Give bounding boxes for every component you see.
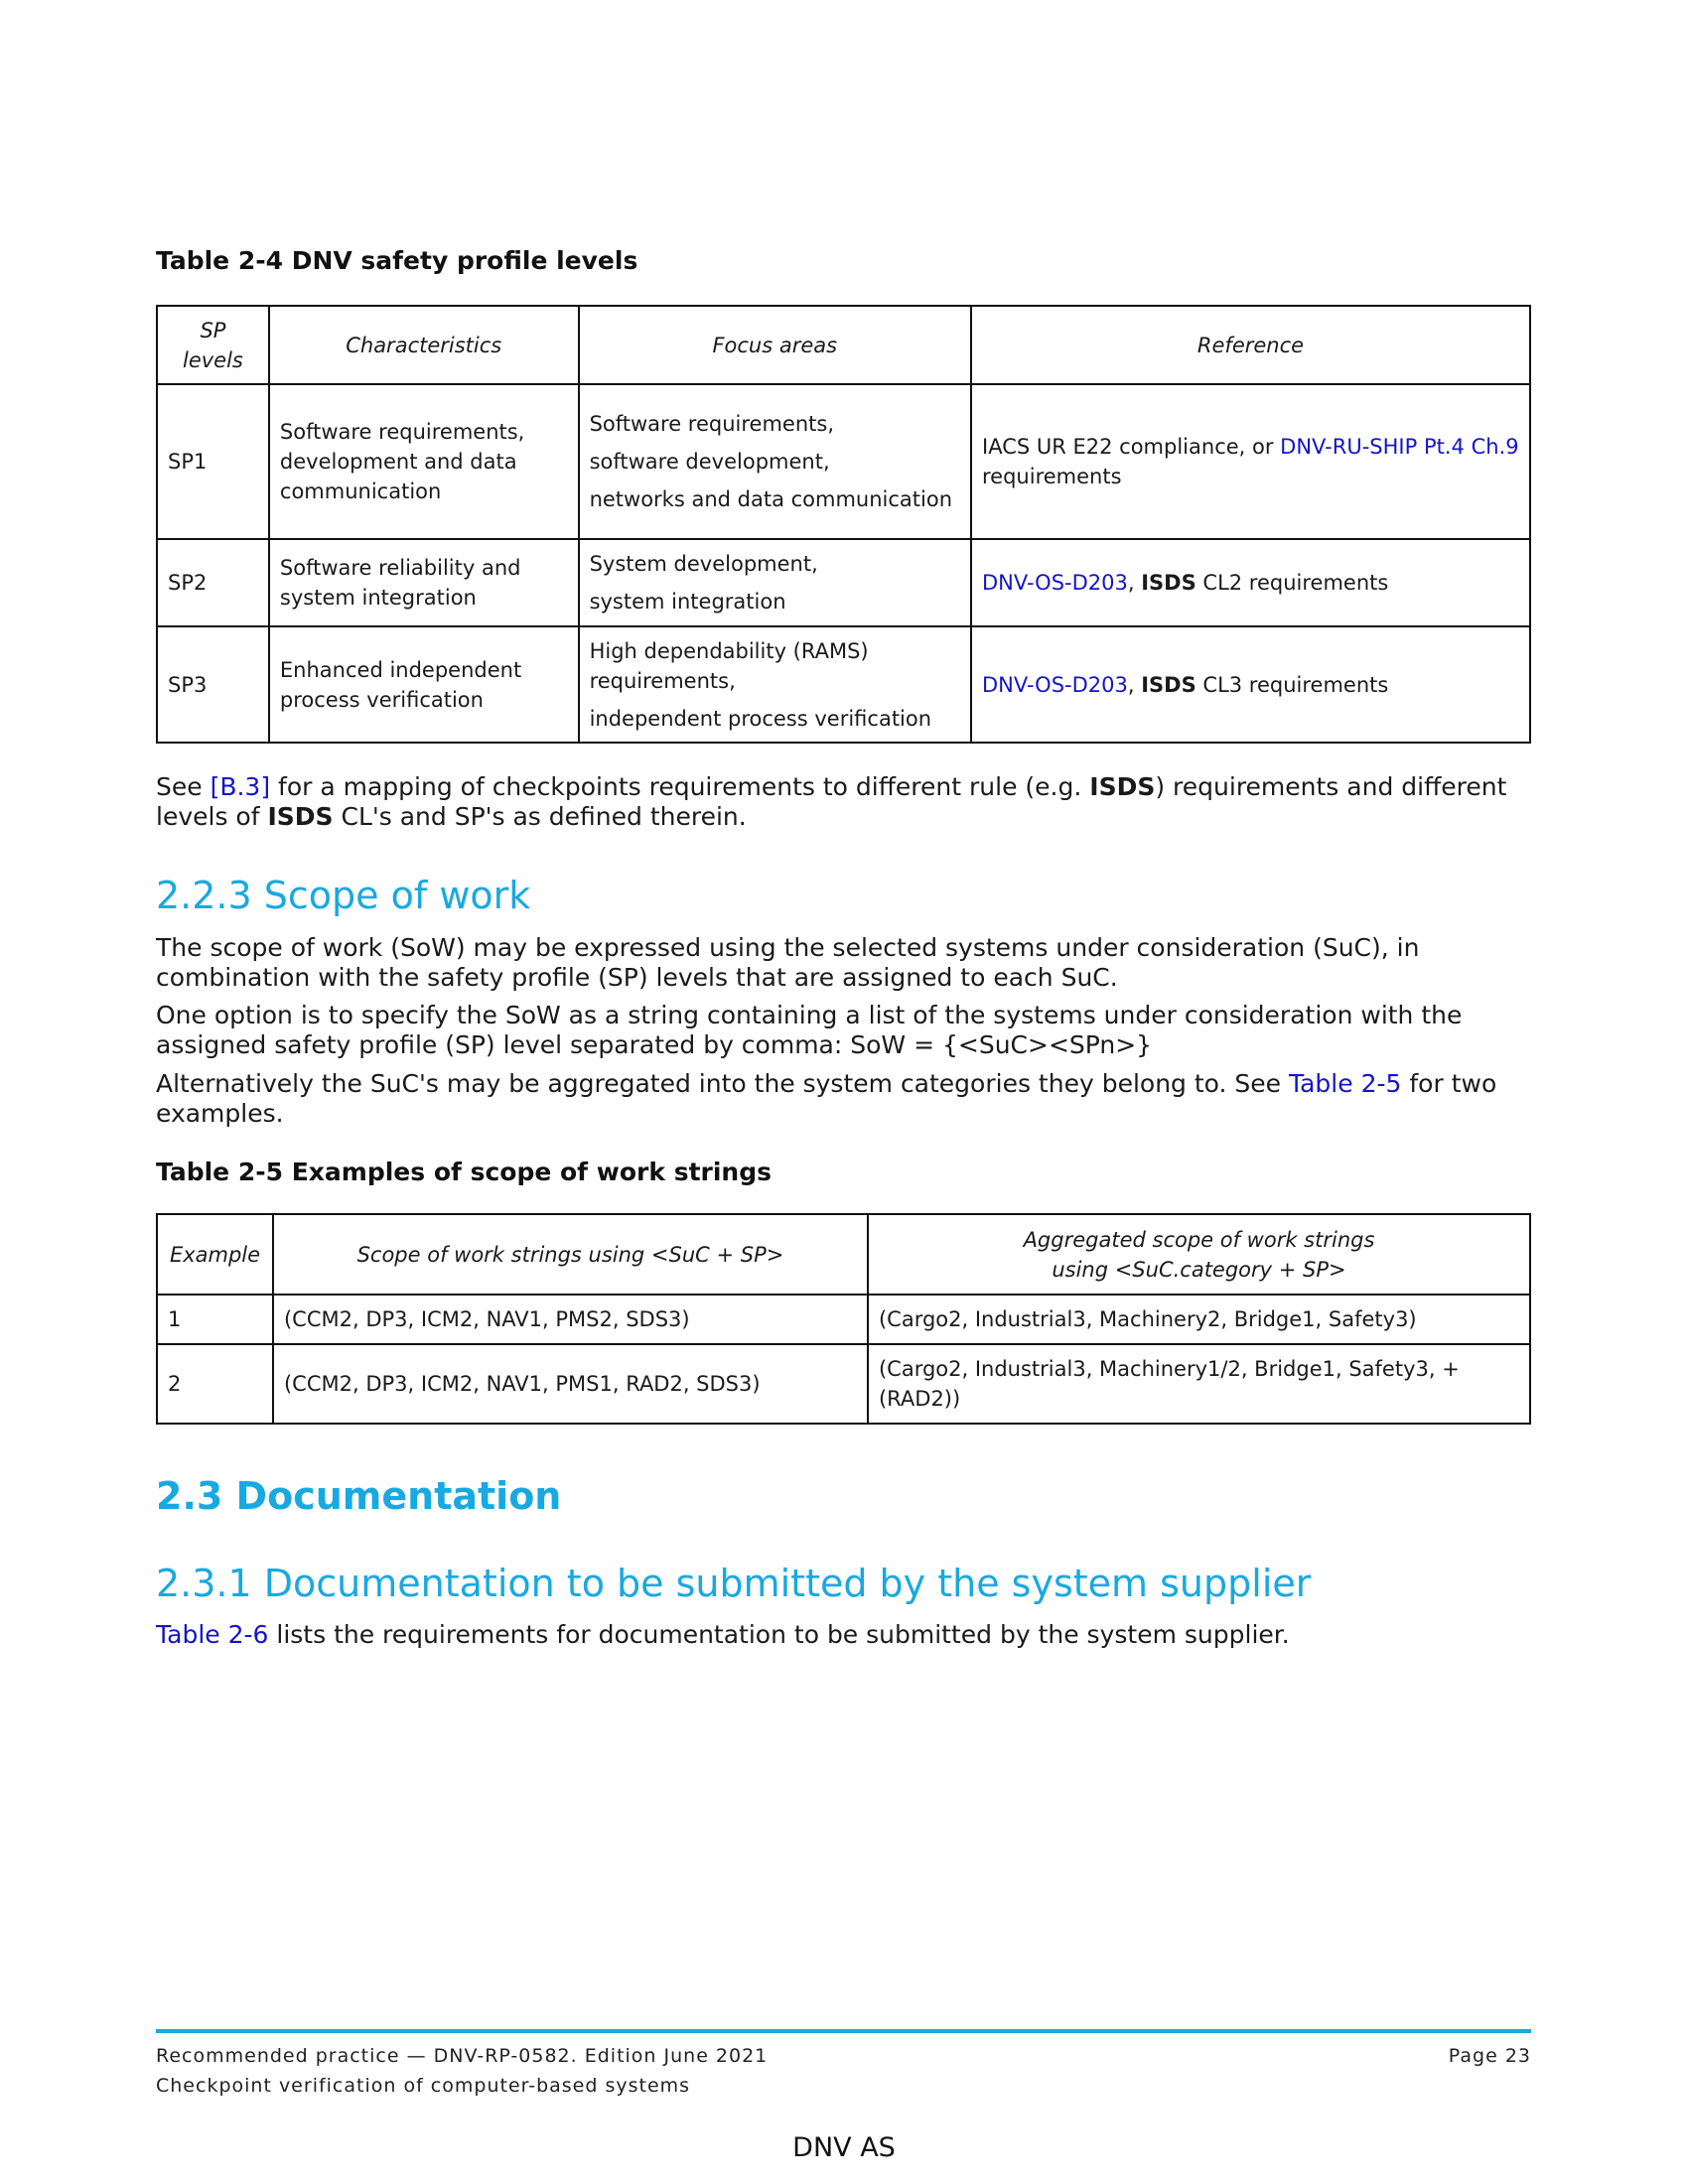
reference-text: requirements — [982, 465, 1122, 488]
header-sp-levels: SP levels — [157, 306, 269, 384]
focus-item: System development, — [589, 552, 818, 576]
reference-cell — [971, 626, 1530, 743]
section-2-3-heading: 2.3 Documentation — [156, 1474, 562, 1518]
focus-item: software development, — [589, 450, 830, 474]
footer-brand: DNV AS — [792, 2132, 896, 2163]
table-header-row — [157, 306, 1530, 384]
footer-divider — [156, 2029, 1531, 2033]
text: See — [156, 772, 211, 801]
table-2-4-caption: Table 2-4 DNV safety profile levels — [156, 246, 638, 275]
section-2-2-3-heading: 2.2.3 Scope of work — [156, 874, 531, 917]
focus-item: Software requirements, — [589, 412, 835, 436]
characteristics-cell: Software reliability and system integration — [269, 539, 579, 626]
characteristics-cell: Enhanced independent process verification — [269, 626, 579, 743]
text: CL's and SP's as defined therein. — [333, 802, 747, 831]
reference-text: , — [1127, 571, 1142, 595]
reference-text: , — [1127, 672, 1142, 697]
footer-page-number: Page 23 — [1448, 2045, 1531, 2067]
focus-areas-cell — [579, 539, 971, 626]
header-line: using <SuC.category + SP> — [1052, 1257, 1346, 1282]
example-cell: 1 — [157, 1295, 273, 1344]
table-row — [157, 1344, 1530, 1424]
reference-cell — [971, 384, 1530, 539]
header-line: Aggregated scope of work strings — [1023, 1227, 1375, 1252]
reference-bold: ISDS — [1141, 571, 1196, 595]
reference-link[interactable]: DNV-OS-D203 — [982, 672, 1128, 697]
table-row — [157, 1295, 1530, 1344]
section-2-3-1-heading: 2.3.1 Documentation to be submitted by the system supplier — [156, 1562, 1312, 1605]
header-reference: Reference — [971, 306, 1530, 384]
table-row — [157, 539, 1530, 626]
focus-item: networks and data communication — [589, 487, 953, 511]
example-cell: 2 — [157, 1344, 273, 1424]
sp-levels-table — [156, 305, 1531, 744]
header-focus-areas: Focus areas — [579, 306, 971, 384]
sow-paragraph-2: One option is to specify the SoW as a string containing a list of the systems under consideration with the assigned safety profile (SP) level separated by comma: SoW = {<SuC><SPn>} — [156, 1001, 1463, 1059]
footer-title: Checkpoint verification of computer-based systems — [156, 2075, 691, 2097]
focus-item: independent process verification — [589, 706, 932, 731]
aggregated-cell: (Cargo2, Industrial3, Machinery2, Bridge1, Safety3) — [868, 1295, 1530, 1344]
reference-link[interactable]: DNV-OS-D203 — [982, 571, 1128, 595]
aggregated-cell: (Cargo2, Industrial3, Machinery1/2, Bridge1, Safety3, +(RAD2)) — [868, 1344, 1530, 1424]
text: for two examples. — [156, 1069, 1497, 1128]
b3-link[interactable]: [B.3] — [210, 772, 271, 801]
sow-paragraph-3 — [156, 1069, 1531, 1129]
sow-cell: (CCM2, DP3, ICM2, NAV1, PMS2, SDS3) — [273, 1295, 868, 1344]
text: lists the requirements for documentation to be submitted by the system supplier. — [268, 1620, 1290, 1649]
header-aggregated-sow — [868, 1214, 1530, 1295]
sp-level-cell: SP2 — [157, 539, 269, 626]
table-row — [157, 626, 1530, 743]
focus-item: High dependability (RAMS) requirements, — [589, 638, 869, 693]
focus-areas-cell — [579, 384, 971, 539]
footer-edition: Recommended practice — DNV-RP-0582. Edition June 2021 — [156, 2045, 769, 2067]
header-characteristics: Characteristics — [269, 306, 579, 384]
table-2-5-caption: Table 2-5 Examples of scope of work strings — [156, 1158, 772, 1186]
focus-areas-cell — [579, 626, 971, 743]
focus-item: system integration — [589, 590, 786, 614]
text: ) requirements and different levels of — [156, 772, 1507, 831]
sp-level-cell: SP1 — [157, 384, 269, 539]
sow-paragraph-1: The scope of work (SoW) may be expressed using the selected systems under consideration (SuC), in combination with the safety profile (SP) levels that are assigned to each SuC. — [156, 933, 1420, 992]
reference-cell — [971, 539, 1530, 626]
reference-link[interactable]: DNV-RU-SHIP Pt.4 Ch.9 — [1280, 435, 1519, 459]
text: for a mapping of checkpoints requirements to different rule (e.g. — [270, 772, 1090, 801]
characteristics-cell: Software requirements, development and data communication — [269, 384, 579, 539]
reference-text: CL3 requirements — [1196, 672, 1389, 697]
see-mapping-paragraph — [156, 772, 1531, 832]
reference-text: IACS UR E22 compliance, or — [982, 435, 1281, 459]
table-2-5-link[interactable]: Table 2-5 — [1288, 1069, 1402, 1098]
documentation-paragraph — [156, 1620, 1531, 1650]
table-2-6-link[interactable]: Table 2-6 — [156, 1620, 269, 1649]
sow-cell: (CCM2, DP3, ICM2, NAV1, PMS1, RAD2, SDS3) — [273, 1344, 868, 1424]
table-row — [157, 384, 1530, 539]
scope-of-work-table — [156, 1213, 1531, 1425]
sp-level-cell: SP3 — [157, 626, 269, 743]
bold-text: ISDS — [267, 802, 334, 831]
reference-bold: ISDS — [1141, 672, 1196, 697]
header-example: Example — [157, 1214, 273, 1295]
text: Alternatively the SuC's may be aggregated into the system categories they belong to. See — [156, 1069, 1289, 1098]
header-sow-strings: Scope of work strings using <SuC + SP> — [273, 1214, 868, 1295]
bold-text: ISDS — [1089, 772, 1156, 801]
reference-text: CL2 requirements — [1196, 571, 1389, 595]
table-header-row — [157, 1214, 1530, 1295]
